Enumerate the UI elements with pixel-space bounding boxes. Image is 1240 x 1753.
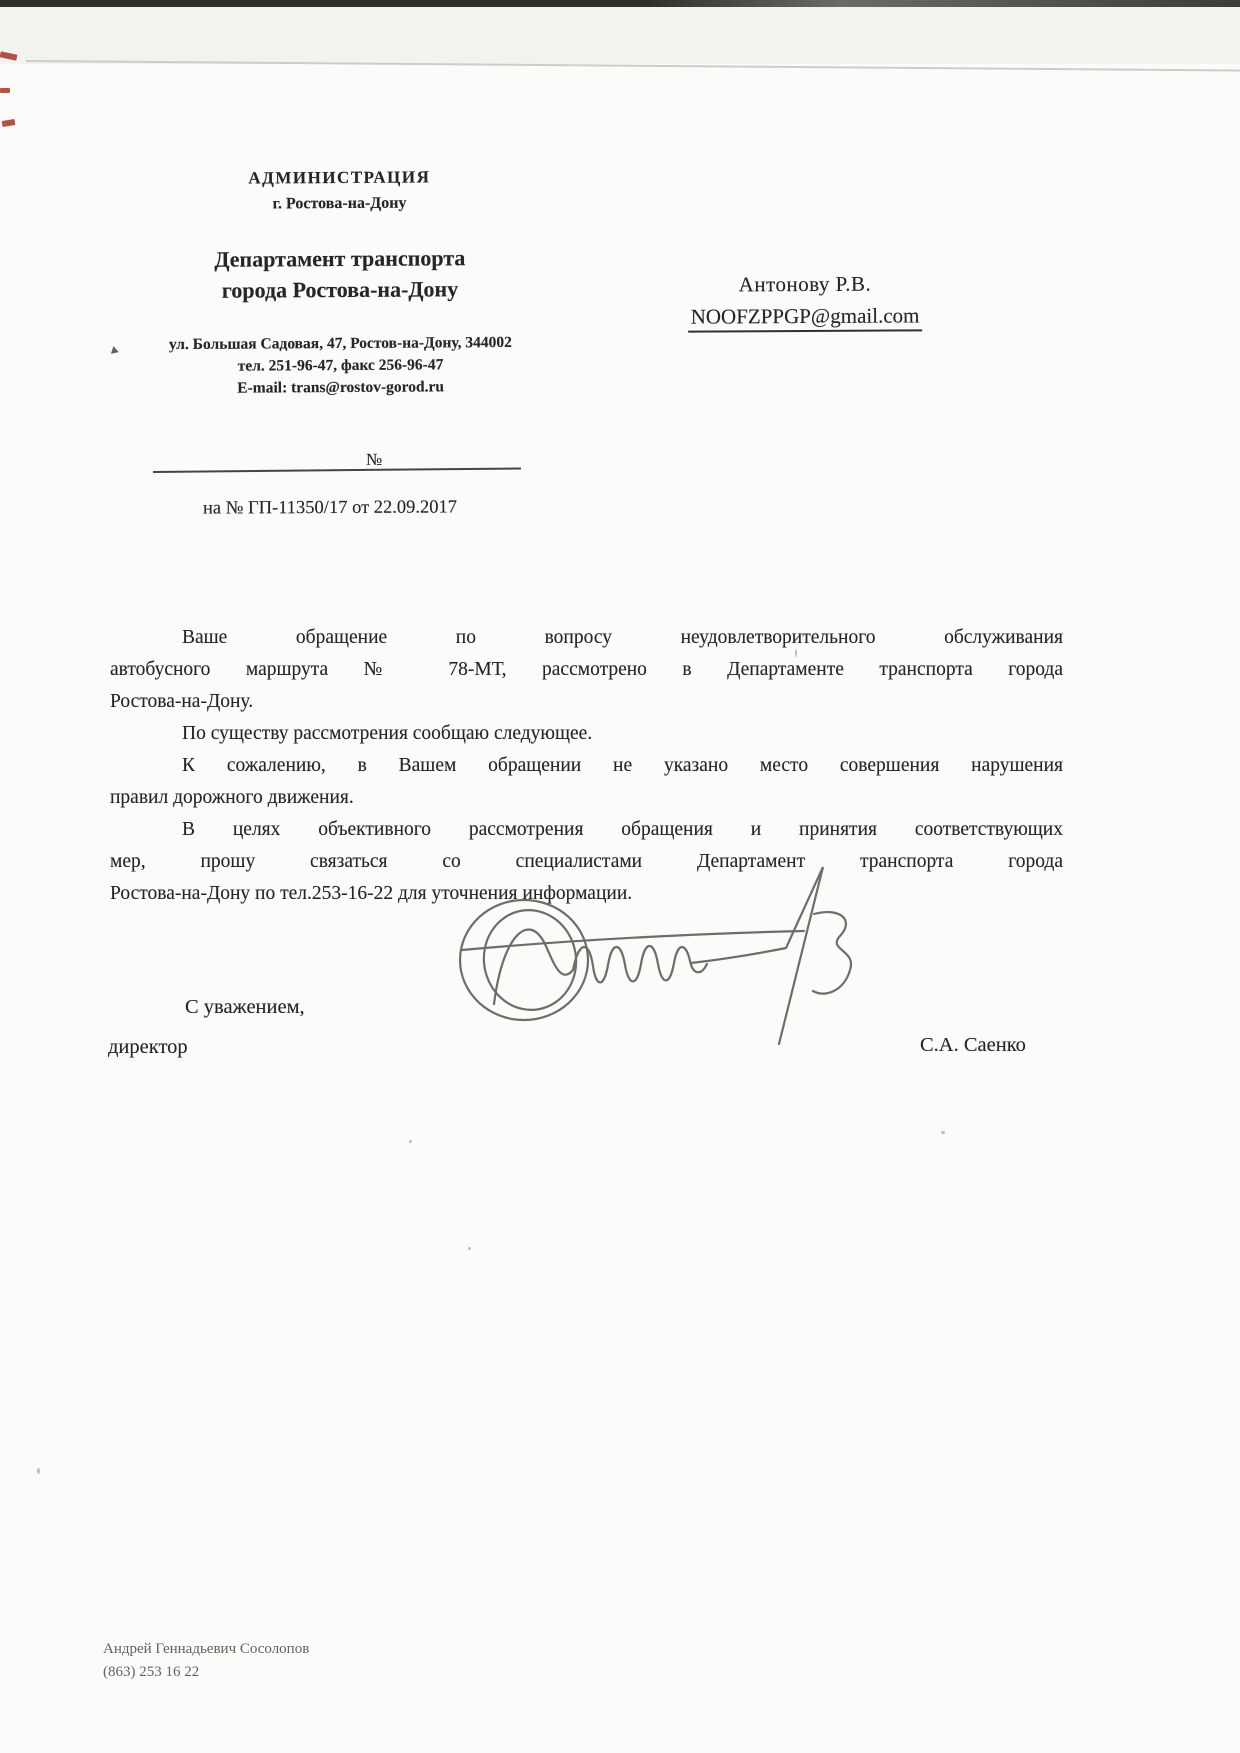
executor-name: Андрей Геннадьевич Сосолопов xyxy=(103,1641,310,1657)
body-line: В целях объективного рассмотрения обращения и принятия соответствующих xyxy=(182,819,1063,840)
outgoing-number-rule xyxy=(153,467,521,473)
body-line: По существу рассмотрения сообщаю следующее. xyxy=(182,723,593,744)
reply-reference: на № ГП-11350/17 от 22.09.2017 xyxy=(202,497,458,519)
body-line: правил дорожного движения. xyxy=(110,787,354,808)
sender-letterhead xyxy=(119,167,560,401)
signer-title: директор xyxy=(108,1036,188,1058)
recipient-email: NOOFZPPGP@gmail.com xyxy=(688,303,923,332)
handwritten-signature xyxy=(432,852,902,1052)
closing-salutation: С уважением, xyxy=(185,996,305,1018)
executor-block xyxy=(103,1638,309,1684)
sender-address-block xyxy=(120,332,560,401)
outgoing-number-label: № xyxy=(366,450,383,469)
body-line: автобусного маршрута № 78-МТ, рассмотрено в Департаменте транспорта города xyxy=(110,659,1063,680)
executor-phone: (863) 253 16 22 xyxy=(103,1664,200,1680)
recipient-name: Антонову Р.В. xyxy=(738,271,872,297)
sender-email: E-mail: trans@rostov-gorod.ru xyxy=(237,378,445,397)
body-line: мер, прошу связаться со специалистами Департамент транспорта города xyxy=(110,851,1063,872)
sender-phone-fax: тел. 251-96-47, факс 256-96-47 xyxy=(237,356,444,375)
signer-name: С.А. Саенко xyxy=(920,1034,1026,1056)
sender-department xyxy=(120,242,560,307)
recipient-block xyxy=(640,271,970,333)
body-line: Ростова-на-Дону. xyxy=(110,691,254,712)
sender-department-line2: города Ростова-на-Дону xyxy=(221,276,459,303)
body-line: К сожалению, в Вашем обращении не указано место совершения нарушения xyxy=(182,755,1063,776)
sender-org-name: АДМИНИСТРАЦИЯ xyxy=(248,167,431,188)
sender-department-line1: Департамент транспорта xyxy=(214,245,466,272)
body-line: Ростова-на-Дону по тел.253-16-22 для уточнения информации. xyxy=(110,883,633,904)
sender-street-address: ул. Большая Садовая, 47, Ростов-на-Дону, 344002 xyxy=(168,333,512,354)
sender-org-city: г. Ростова-на-Дону xyxy=(272,194,407,213)
body-line: Ваше обращение по вопросу неудовлетворительного обслуживания xyxy=(182,627,1063,648)
